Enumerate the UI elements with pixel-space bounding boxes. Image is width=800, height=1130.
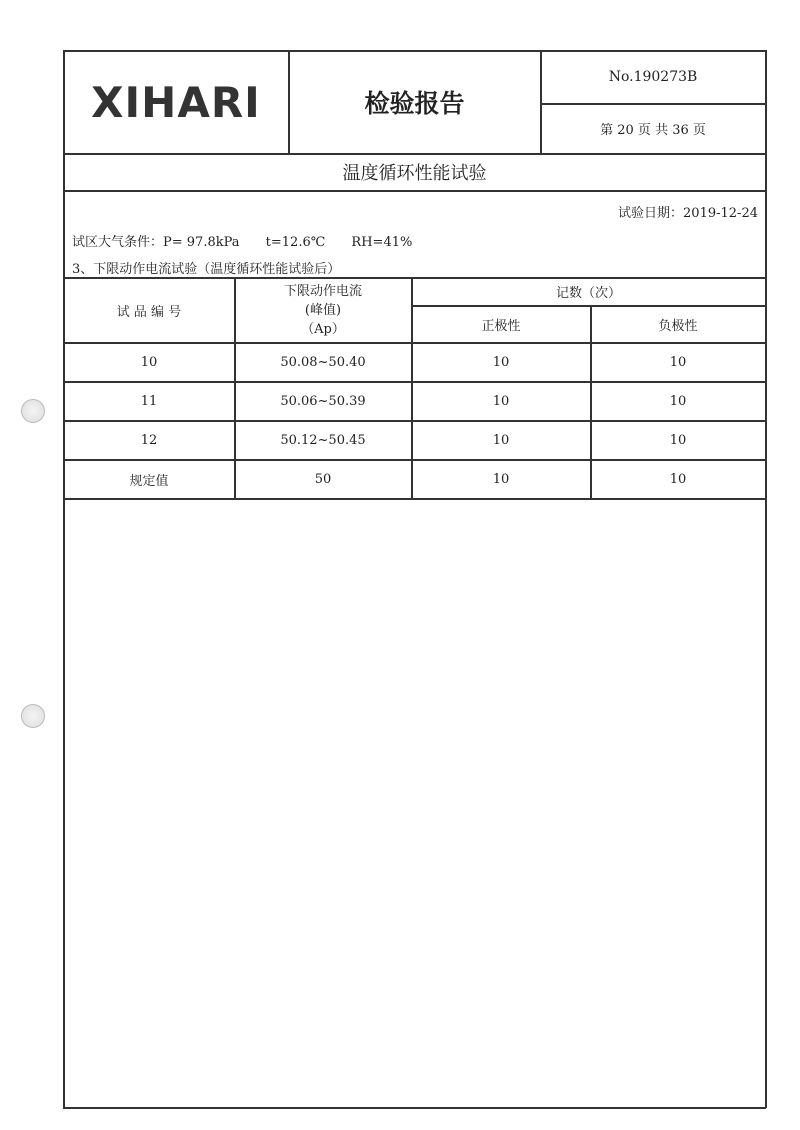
- header-negative: 负极性: [658, 318, 698, 334]
- cell-sample: 规定值: [129, 473, 169, 489]
- header-positive: 正极性: [481, 318, 521, 334]
- punch-hole: [21, 704, 45, 728]
- humidity: RH=41%: [351, 235, 413, 250]
- temperature: t=12.6℃: [265, 235, 326, 250]
- header-current-line1: 下限动作电流: [283, 283, 362, 299]
- test-date: 试验日期：2019-12-24: [618, 206, 758, 221]
- cell-negative: 10: [669, 471, 687, 487]
- page-info: 第 20 页 共 36 页: [600, 123, 706, 138]
- cell-sample: 12: [140, 432, 158, 448]
- header-count: 记数（次）: [555, 286, 621, 301]
- atmospheric-conditions: [72, 231, 412, 250]
- company-logo: XIHARI: [91, 77, 261, 127]
- punch-hole: [21, 399, 45, 423]
- cell-positive: 10: [492, 354, 510, 370]
- cell-positive: 10: [492, 393, 510, 409]
- cell-current: 50.12~50.45: [280, 432, 366, 448]
- report-number: No.190273B: [608, 69, 698, 85]
- cell-negative: 10: [669, 354, 687, 370]
- cell-negative: 10: [669, 393, 687, 409]
- report-title: 检验报告: [364, 89, 465, 118]
- cell-current: 50.08~50.40: [280, 354, 366, 370]
- header-sample: 试 品 编 号: [116, 304, 182, 320]
- cell-sample: 10: [140, 354, 158, 370]
- cell-positive: 10: [492, 471, 510, 487]
- cell-current: 50: [314, 471, 332, 487]
- header-current-line3: （Ap）: [301, 321, 345, 337]
- cell-positive: 10: [492, 432, 510, 448]
- header-current: [235, 278, 411, 342]
- section-title: 温度循环性能试验: [342, 163, 487, 184]
- header-current-line2: (峰值): [304, 302, 342, 318]
- subsection-heading: 3、下限动作电流试验（温度循环性能试验后）: [72, 262, 341, 277]
- cell-negative: 10: [669, 432, 687, 448]
- cell-current: 50.06~50.39: [280, 393, 366, 409]
- pressure: P= 97.8kPa: [163, 235, 240, 250]
- conditions-label: 试区大气条件：: [72, 235, 164, 250]
- cell-sample: 11: [140, 393, 158, 409]
